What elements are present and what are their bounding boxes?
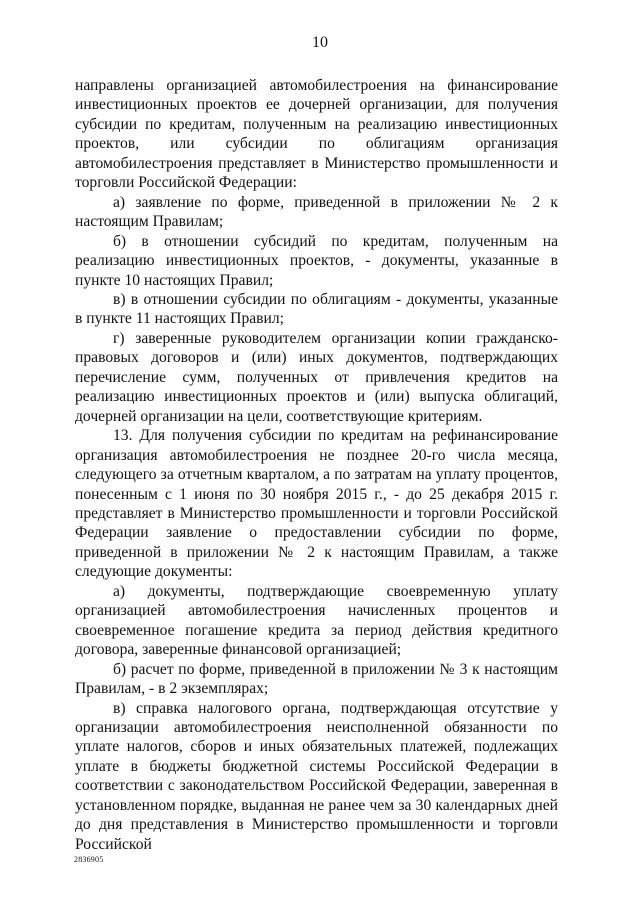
page-number: 10: [312, 34, 328, 51]
paragraph-continuation: направлены организацией автомобилестроения на финансирование инвестиционных проектов ее дочерней организации, для получения субсидии по кредитам, полученным на реализацию инвестиционных проектов, или субсидии по облигациям организация автомобилестроения представляет в Министерство промышленности и торговли Российской Федерации:: [75, 77, 558, 192]
paragraph-item-a: а) заявление по форме, приведенной в приложении № 2 к настоящим Правилам;: [75, 193, 558, 231]
paragraph-clause-13: 13. Для получения субсидии по кредитам на рефинансирование организация автомобилестроения не позднее 20-го числа месяца, следующего за отчетным кварталом, а по затратам на уплату процентов, понесенным с 1 июня по 30 ноября 2015 г., - до 25 декабря 2015 г. представляет в Министерство промышленности и торговли Российской Федерации заявление о предоставлении субсидии по форме, приведенной в приложении № 2 к настоящим Правилам, а также следующие документы:: [75, 427, 558, 581]
document-code: 2836905: [74, 855, 104, 864]
paragraph-item-v-13: в) справка налогового органа, подтверждающая отсутствие у организации автомобилестроения неисполненной обязанности по уплате налогов, сборов и иных обязательных платежей, подлежащих уплате в бюджеты бюджетной системы Российской Федерации в соответствии с законодательством Российской Федерации, заверенная в установленном порядке, выданная не ранее чем за 30 календарных дней до дня представления в Министерство промышленности и торговли Российской: [75, 699, 558, 853]
paragraph-item-a-13: а) документы, подтверждающие своевременную уплату организацией автомобилестроения начисленных процентов и своевременное погашение кредита за период действия кредитного договора, заверенные финансовой организацией;: [75, 582, 558, 659]
paragraph-item-b-13: б) расчет по форме, приведенной в приложении № 3 к настоящим Правилам, - в 2 экземплярах;: [75, 660, 558, 698]
paragraph-item-v: в) в отношении субсидии по облигациям - документы, указанные в пункте 11 настоящих Правил;: [75, 290, 558, 328]
paragraph-item-g: г) заверенные руководителем организации копии гражданско-правовых договоров и (или) иных документов, подтверждающих перечисление сумм, полученных от привлечения кредитов на реализацию инвестиционных проектов и (или) выпуска облигаций, дочерней организации на цели, соответствующие критериям.: [75, 329, 558, 425]
document-body: [75, 76, 558, 854]
paragraph-item-b: б) в отношении субсидий по кредитам, полученным на реализацию инвестиционных проектов, - документы, указанные в пункте 10 настоящих Правил;: [75, 232, 558, 289]
